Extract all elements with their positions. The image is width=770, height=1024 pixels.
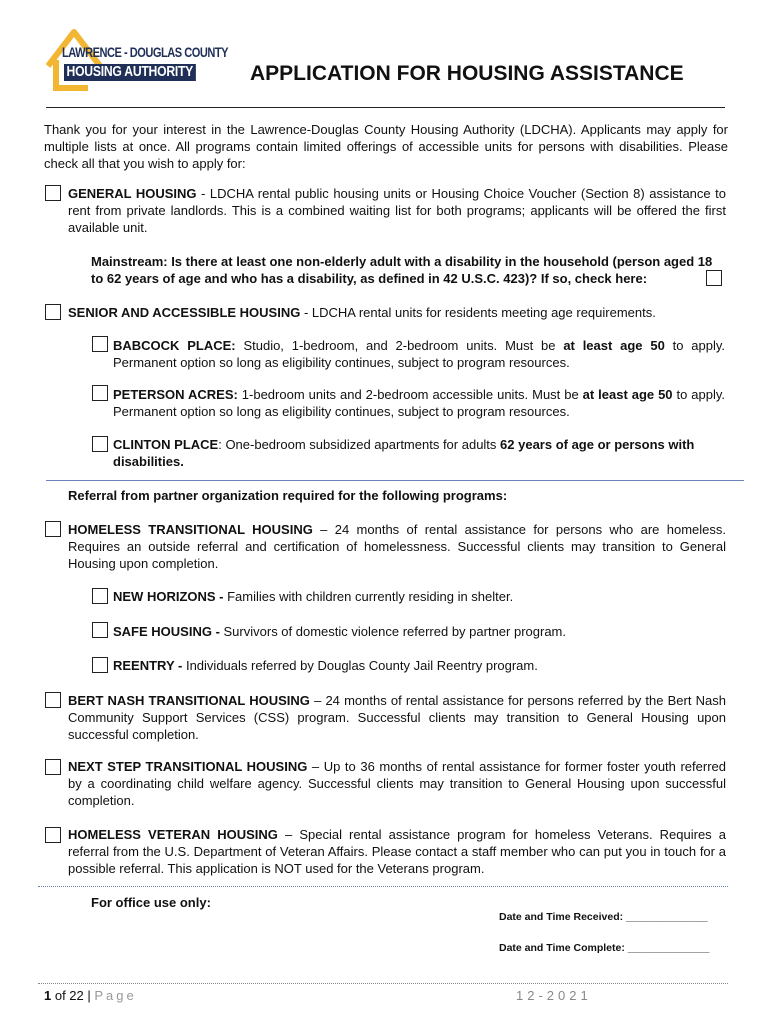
date-time-received: Date and Time Received: ______________: [499, 911, 708, 923]
bert-nash-name: BERT NASH TRANSITIONAL HOUSING: [68, 693, 310, 708]
section-divider: [46, 480, 744, 481]
mainstream-checkbox[interactable]: [706, 270, 722, 286]
senior-housing-text: [68, 304, 728, 321]
mainstream-question: [91, 253, 727, 287]
revision-date: 12-2021: [516, 988, 592, 1003]
clinton-checkbox[interactable]: [92, 436, 108, 452]
next-step-name: NEXT STEP TRANSITIONAL HOUSING: [68, 759, 308, 774]
clinton-text: CLINTON PLACE: One-bedroom subsidized apartments for adults 62 years of age or persons with disabilities.: [113, 437, 695, 469]
ldcha-logo: [44, 26, 229, 92]
date-time-complete: Date and Time Complete: ______________: [499, 942, 710, 954]
babcock-text: BABCOCK PLACE: Studio, 1-bedroom, and 2-bedroom units. Must be at least age 50 to apply. Permanent option so long as eligibility continues, subject to program resources.: [113, 338, 725, 370]
general-housing-name: GENERAL HOUSING: [68, 186, 197, 201]
senior-housing-desc: - LDCHA rental units for residents meeting age requirements.: [300, 305, 656, 320]
peterson-name: PETERSON ACRES:: [113, 387, 238, 402]
reentry-checkbox[interactable]: [92, 657, 108, 673]
referral-heading: Referral from partner organization required for the following programs:: [68, 488, 508, 503]
veteran-housing-name: HOMELESS VETERAN HOUSING: [68, 827, 278, 842]
senior-housing-name: SENIOR AND ACCESSIBLE HOUSING: [68, 305, 301, 320]
new-horizons-checkbox[interactable]: [92, 588, 108, 604]
bert-nash-text: BERT NASH TRANSITIONAL HOUSING – 24 months of rental assistance for persons referred by the Bert Nash Community Support Services (CSS) program. Successful clients may transition to General Housing upon successful completion.: [68, 693, 726, 742]
babcock-checkbox[interactable]: [92, 336, 108, 352]
veteran-housing-checkbox[interactable]: [45, 827, 61, 843]
peterson-text: PETERSON ACRES: 1-bedroom units and 2-bedroom accessible units. Must be at least age 50 to apply. Permanent option so long as eligibility continues, subject to program resources.: [113, 387, 726, 419]
footer-divider: [38, 983, 728, 984]
babcock-name: BABCOCK PLACE:: [113, 338, 236, 353]
general-housing-desc: - LDCHA rental public housing units or Housing Choice Voucher (Section 8) assistance to rent from private landlords. This is a combined waiting list for both programs; applicants will be offered the first available unit.: [68, 186, 726, 235]
intro-text: Thank you for your interest in the Lawrence-Douglas County Housing Authority (LDCHA). Applicants may apply for multiple lists at once. All programs contain limited offerings of accessible units for persons with disabilities. Please check all that you wish to apply for:: [44, 122, 728, 171]
safe-housing-text: SAFE HOUSING - Survivors of domestic violence referred by partner program.: [113, 624, 566, 639]
reentry-text: REENTRY - Individuals referred by Douglas County Jail Reentry program.: [113, 658, 538, 673]
office-use-heading: For office use only:: [91, 895, 211, 910]
senior-housing-checkbox[interactable]: [45, 304, 61, 320]
title-divider: [46, 107, 725, 108]
homeless-transitional-name: HOMELESS TRANSITIONAL HOUSING: [68, 522, 313, 537]
next-step-text: NEXT STEP TRANSITIONAL HOUSING – Up to 36 months of rental assistance for former foster youth referred by a coordinating child welfare agency. Successful clients may transition to General Housing upon successful completion.: [68, 759, 726, 808]
general-housing-text: [68, 185, 726, 236]
safe-housing-checkbox[interactable]: [92, 622, 108, 638]
homeless-transitional-text: HOMELESS TRANSITIONAL HOUSING – 24 months of rental assistance for persons who are homeless. Requires an outside referral and certification of homelessness. Successful clients may transition to General Housing upon completion.: [68, 522, 726, 571]
page-number: 1 of 22 | Page: [44, 988, 137, 1003]
clinton-name: CLINTON PLACE: [113, 437, 219, 452]
new-horizons-text: NEW HORIZONS - Families with children currently residing in shelter.: [113, 589, 514, 604]
bert-nash-checkbox[interactable]: [45, 692, 61, 708]
general-housing-checkbox[interactable]: [45, 185, 61, 201]
logo-line1: LAWRENCE - DOUGLAS COUNTY: [62, 45, 229, 60]
homeless-transitional-checkbox[interactable]: [45, 521, 61, 537]
office-divider: [38, 886, 728, 887]
logo-line2: HOUSING AUTHORITY: [64, 64, 196, 81]
veteran-housing-text: HOMELESS VETERAN HOUSING – Special rental assistance program for homeless Veterans. Requires a referral from the U.S. Department of Veteran Affairs. Please contact a staff member who can put you in touch for a possible referral. This application is NOT used for the Veterans program.: [68, 827, 726, 876]
next-step-checkbox[interactable]: [45, 759, 61, 775]
page-title: APPLICATION FOR HOUSING ASSISTANCE: [250, 62, 684, 85]
peterson-checkbox[interactable]: [92, 385, 108, 401]
mainstream-text: Mainstream: Is there at least one non-elderly adult with a disability in the household (person aged 18 to 62 years of age and who has a disability, as defined in 42 U.S.C. 423)? If so, check here:: [91, 254, 713, 286]
